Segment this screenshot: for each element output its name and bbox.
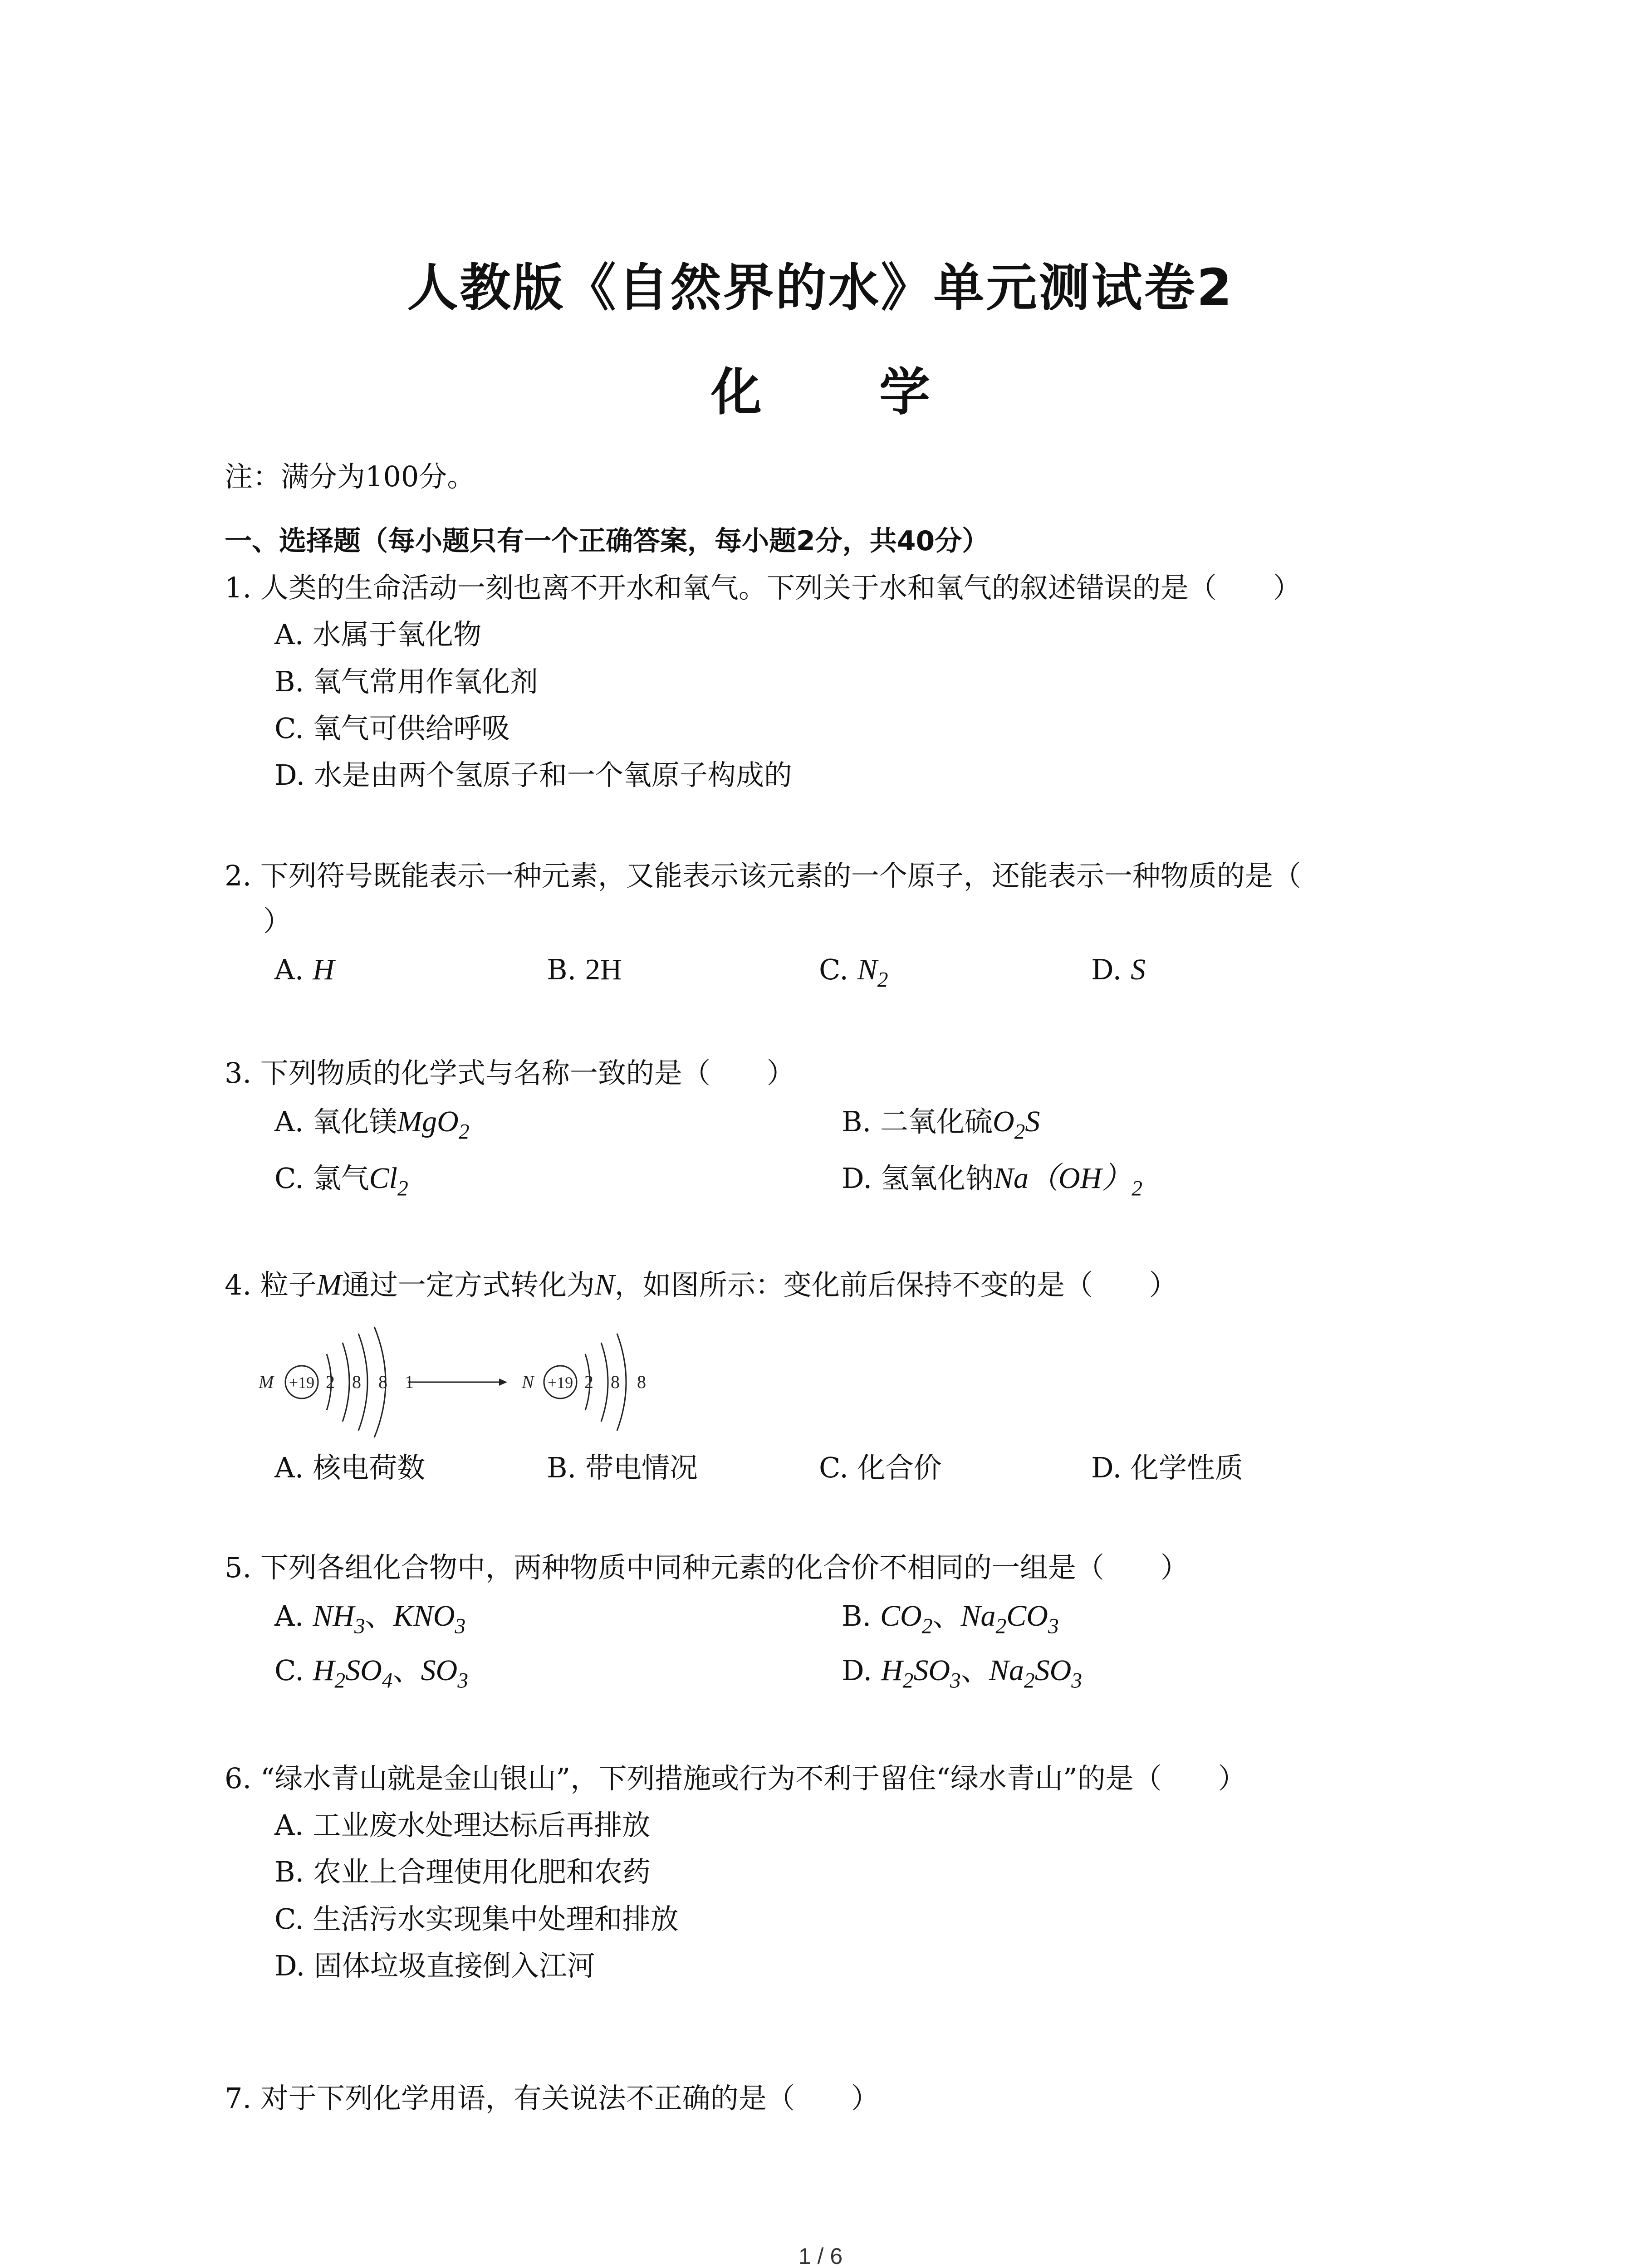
option-formula: $O_2S$: [992, 1105, 1040, 1144]
question-2-option-c: [819, 953, 888, 992]
question-5-option-a: A. $NH_3$、$KNO_3$: [274, 1599, 466, 1638]
option-label: B.: [547, 953, 577, 986]
option-formula: S: [1130, 953, 1146, 986]
question-5-option-d: D. $H_2SO_3$、$Na_2SO_3$: [842, 1654, 1083, 1693]
atom-structure-diagram: [259, 1320, 667, 1442]
particle-m-shells: 2 8 8 1: [326, 1372, 420, 1392]
question-3-stem: 3. 下列物质的化学式与名称一致的是（ ）: [225, 1056, 795, 1090]
question-6-stem: 6. “绿水青山就是金山银山”，下列措施或行为不利于留住“绿水青山”的是（ ）: [225, 1762, 1246, 1795]
question-3-option-b: B. 二氧化硫$O_2S$: [842, 1105, 1040, 1144]
question-2-option-a: [274, 955, 334, 985]
question-5-stem: 5. 下列各组化合物中，两种物质中同种元素的化合价不相同的一组是（ ）: [225, 1551, 1189, 1584]
section-heading: 一、选择题（每小题只有一个正确答案，每小题2分，共40分）: [225, 525, 989, 557]
question-1-option-d: D. 水是由两个氢原子和一个氧原子构成的: [274, 758, 792, 792]
question-6-option-a: A. 工业废水处理达标后再排放: [274, 1809, 651, 1842]
question-2-option-d: [1091, 955, 1146, 985]
question-3-option-d: D. 氢氧化钠$Na(OH)_2$: [842, 1162, 1143, 1201]
option-formula: H: [313, 953, 334, 986]
question-4-option-b: B. 带电情况: [547, 1451, 698, 1484]
question-1-stem: 1. 人类的生命活动一刻也离不开水和氧气。下列关于水和氧气的叙述错误的是（ ）: [225, 571, 1301, 604]
question-4-option-d: D. 化学性质: [1091, 1451, 1243, 1484]
option-formula: $N_2$: [857, 953, 888, 992]
particle-n-nucleus-charge: +19: [547, 1374, 573, 1392]
particle-n-shells: 2 8 8: [584, 1372, 652, 1392]
question-3-option-a: A. 氧化镁MgO$_2$: [274, 1105, 470, 1144]
question-6-option-c: C. 生活污水实现集中处理和排放: [274, 1902, 679, 1936]
question-5-option-b: B. $CO_2$、$Na_2CO_3$: [842, 1599, 1059, 1638]
page-subtitle: 化 学: [711, 363, 980, 422]
question-1-option-a: A. 水属于氧化物: [274, 618, 482, 651]
question-4-option-c: C. 化合价: [819, 1451, 942, 1484]
option-formula: $Cl_2$: [369, 1162, 408, 1201]
particle-n-label: N: [522, 1372, 534, 1392]
option-label: D.: [1091, 953, 1122, 986]
particle-m-nucleus-charge: +19: [289, 1374, 315, 1392]
question-1-option-c: C. 氧气可供给呼吸: [274, 712, 510, 745]
option-label: C.: [819, 953, 848, 986]
question-7-stem: 7. 对于下列化学用语，有关说法不正确的是（ ）: [225, 2082, 879, 2115]
option-formula: 2H: [585, 953, 622, 986]
question-1-option-b: B. 氧气常用作氧化剂: [274, 665, 538, 698]
question-6-option-b: B. 农业上合理使用化肥和农药: [274, 1855, 651, 1888]
question-2-stem: 2. 下列符号既能表示一种元素，又能表示该元素的一个原子，还能表示一种物质的是（: [225, 859, 1301, 892]
option-label: A.: [274, 953, 304, 986]
particle-m-label: M: [259, 1372, 274, 1392]
question-2-option-b: [547, 955, 622, 985]
option-formula: $Na(OH)_2$: [993, 1162, 1143, 1201]
question-4-option-a: A. 核电荷数: [274, 1451, 426, 1484]
question-5-option-c: C. $H_2SO_4$、$SO_3$: [274, 1654, 468, 1693]
question-6-option-d: D. 固体垃圾直接倒入江河: [274, 1949, 595, 1982]
question-2-stem-close: ）: [263, 904, 292, 938]
option-formula: MgO$_2$: [397, 1105, 470, 1144]
score-note: 注：满分为100分。: [225, 460, 475, 493]
page-title: 人教版《自然界的水》单元测试卷2: [407, 259, 1234, 318]
question-4-stem: 4. 粒子M通过一定方式转化为N，如图所示：变化前后保持不变的是（ ）: [225, 1268, 1177, 1301]
question-3-option-c: C. 氯气$Cl_2$: [274, 1162, 408, 1201]
page-number: 1 / 6: [798, 2244, 843, 2268]
